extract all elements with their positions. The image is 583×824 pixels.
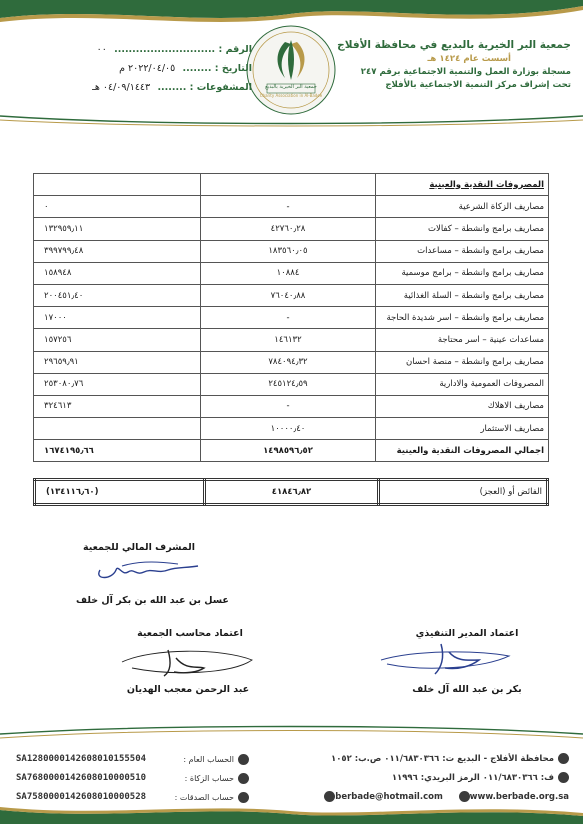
footer-contact [269,750,569,807]
result-label: الفائض أو (العجز) [379,480,548,505]
table-row: مصاريف الزكاة الشرعية - ٠ [34,196,549,218]
surplus-deficit-table [33,478,549,506]
location-icon [558,753,569,764]
footer-email[interactable]: berbade@hotmail.com [335,792,443,802]
org-name: جمعية البر الخيرية بالبديع في محافظة الأفلاج [337,39,571,51]
table-header-row [34,174,549,196]
account-zakat: SA7680000142608010000510 حساب الزكاة : [16,769,276,788]
table-row: مصاريف الاستثمار ١٠٠٠٠٫٤٠ [34,418,549,440]
meta-number: الرقم : ............................ ٠٠ [96,44,252,55]
table-row: مصاريف برامج وانشطة – برامج موسمية ١٠٨٨٤ ١٥٨٩٤٨ [34,262,549,284]
total-row: اجمالي المصروفات النقدية والعينية ١٤٩٨٥٩٦٫٥٢ ١٦٧٤١٩٥٫٦٦ [34,440,549,462]
bank-icon [238,792,249,803]
executive-director-title: اعتماد المدير التنفيذي [415,628,519,639]
table-row: مصاريف برامج وانشطة – السلة الغذائية ٧٦٠٤٠٫٨٨ ٢٠٠٤٥١٫٤٠ [34,284,549,306]
executive-director-name: بكر بن عبد الله آل خلف [412,684,522,695]
footer-web [269,788,569,807]
result-row [35,480,548,505]
table-row: المصروفات العمومية والادارية ٢٤٥١٢٤٫٥٩ ٢٥٣٠٨٠٫٧٦ [34,373,549,395]
table-row: مصاريف برامج وانشطة – منصة احسان ٧٨٤٠٩٤٫٣٢ ٢٩٦٥٩٫٩١ [34,351,549,373]
footer-address: محافظة الأفلاج - البديع ت: ٠١١/٦٨٣٠٣٦٦ ص.ب: ١٠٥٢ [269,750,569,769]
footer-fax: ف: ٠١١/٦٨٣٠٣٦٦ الرمز البريدي: ١١٩٩٦ [269,769,569,788]
globe-icon [459,791,470,802]
fax-icon [558,772,569,783]
founded-year: أسست عام ١٤٢٤ هـ [427,54,511,64]
financial-signature [92,556,202,584]
table-row: مصاريف برامج وانشطة – كفالات ٤٢٧٦٠٫٢٨ ١٣٢٩٥٩٫١١ [34,218,549,240]
logo-text-en: Charity Association in Al-Badee [259,93,323,98]
footer-separator [0,722,583,740]
email-icon [324,791,335,802]
table-row: مصاريف برامج وانشطة – مساعدات ١٨٣٥٦٠٫٠٥ ٣٩٩٧٩٩٫٤٨ [34,240,549,262]
meta-attachments: المشفوعات : ........ ٠٤/٠٩/١٤٤٣ هـ [92,82,252,93]
organization-info [321,38,571,92]
document-meta [32,40,252,97]
accountant-name: عبد الرحمن معجب الهديان [126,684,250,695]
financial-supervisor-name: عسل بن عبد الله بن بكر آل خلف [76,595,229,606]
header-separator [0,112,583,128]
table-row: مصاريف برامج وانشطة – اسر شديدة الحاجة - ١٧٠٠٠ [34,307,549,329]
accountant-signature [112,640,262,684]
accountant-title: اعتماد محاسب الجمعية [137,628,243,639]
director-signature [375,638,515,682]
footer-website[interactable]: www.berbade.org.sa [469,792,569,802]
financial-supervisor-title: المشرف المالي للجمعية [82,542,195,553]
bank-icon [238,754,249,765]
registration: مسجلة بوزارة العمل والتنمية الاجتماعية برقم ٢٤٧ [360,67,571,77]
meta-date: التاريخ : ........ ٢٠٢٢/٠٤/٠٥ م [119,63,252,74]
table-header-label: المصروفات النقدية والعينية [376,174,549,196]
supervision: تحت إشراف مركز التنمية الاجتماعية بالأفلاج [385,80,571,90]
logo-text: جمعية البر الخيرية بالبديع [265,84,317,90]
table-row: مساعدات عينية – اسر محتاجة ١٤٦١٣٢ ١٥٧٢٥٦ [34,329,549,351]
table-row: مصاريف الاهلاك - ٣٢٤٦١٣ [34,395,549,417]
result-current: ٤١٨٤٦٫٨٢ [205,480,379,505]
account-general: SA1280000142608010155504 الحساب العام : [16,750,276,769]
footer-wave-decoration [0,806,583,824]
account-sadaqat: SA7580000142608010000528 حساب الصدقات : [16,788,276,807]
expenses-table [33,173,549,462]
footer-accounts [16,750,276,807]
result-previous: (١٣٤١١٦٫٦٠) [35,480,205,505]
bank-icon [238,773,249,784]
